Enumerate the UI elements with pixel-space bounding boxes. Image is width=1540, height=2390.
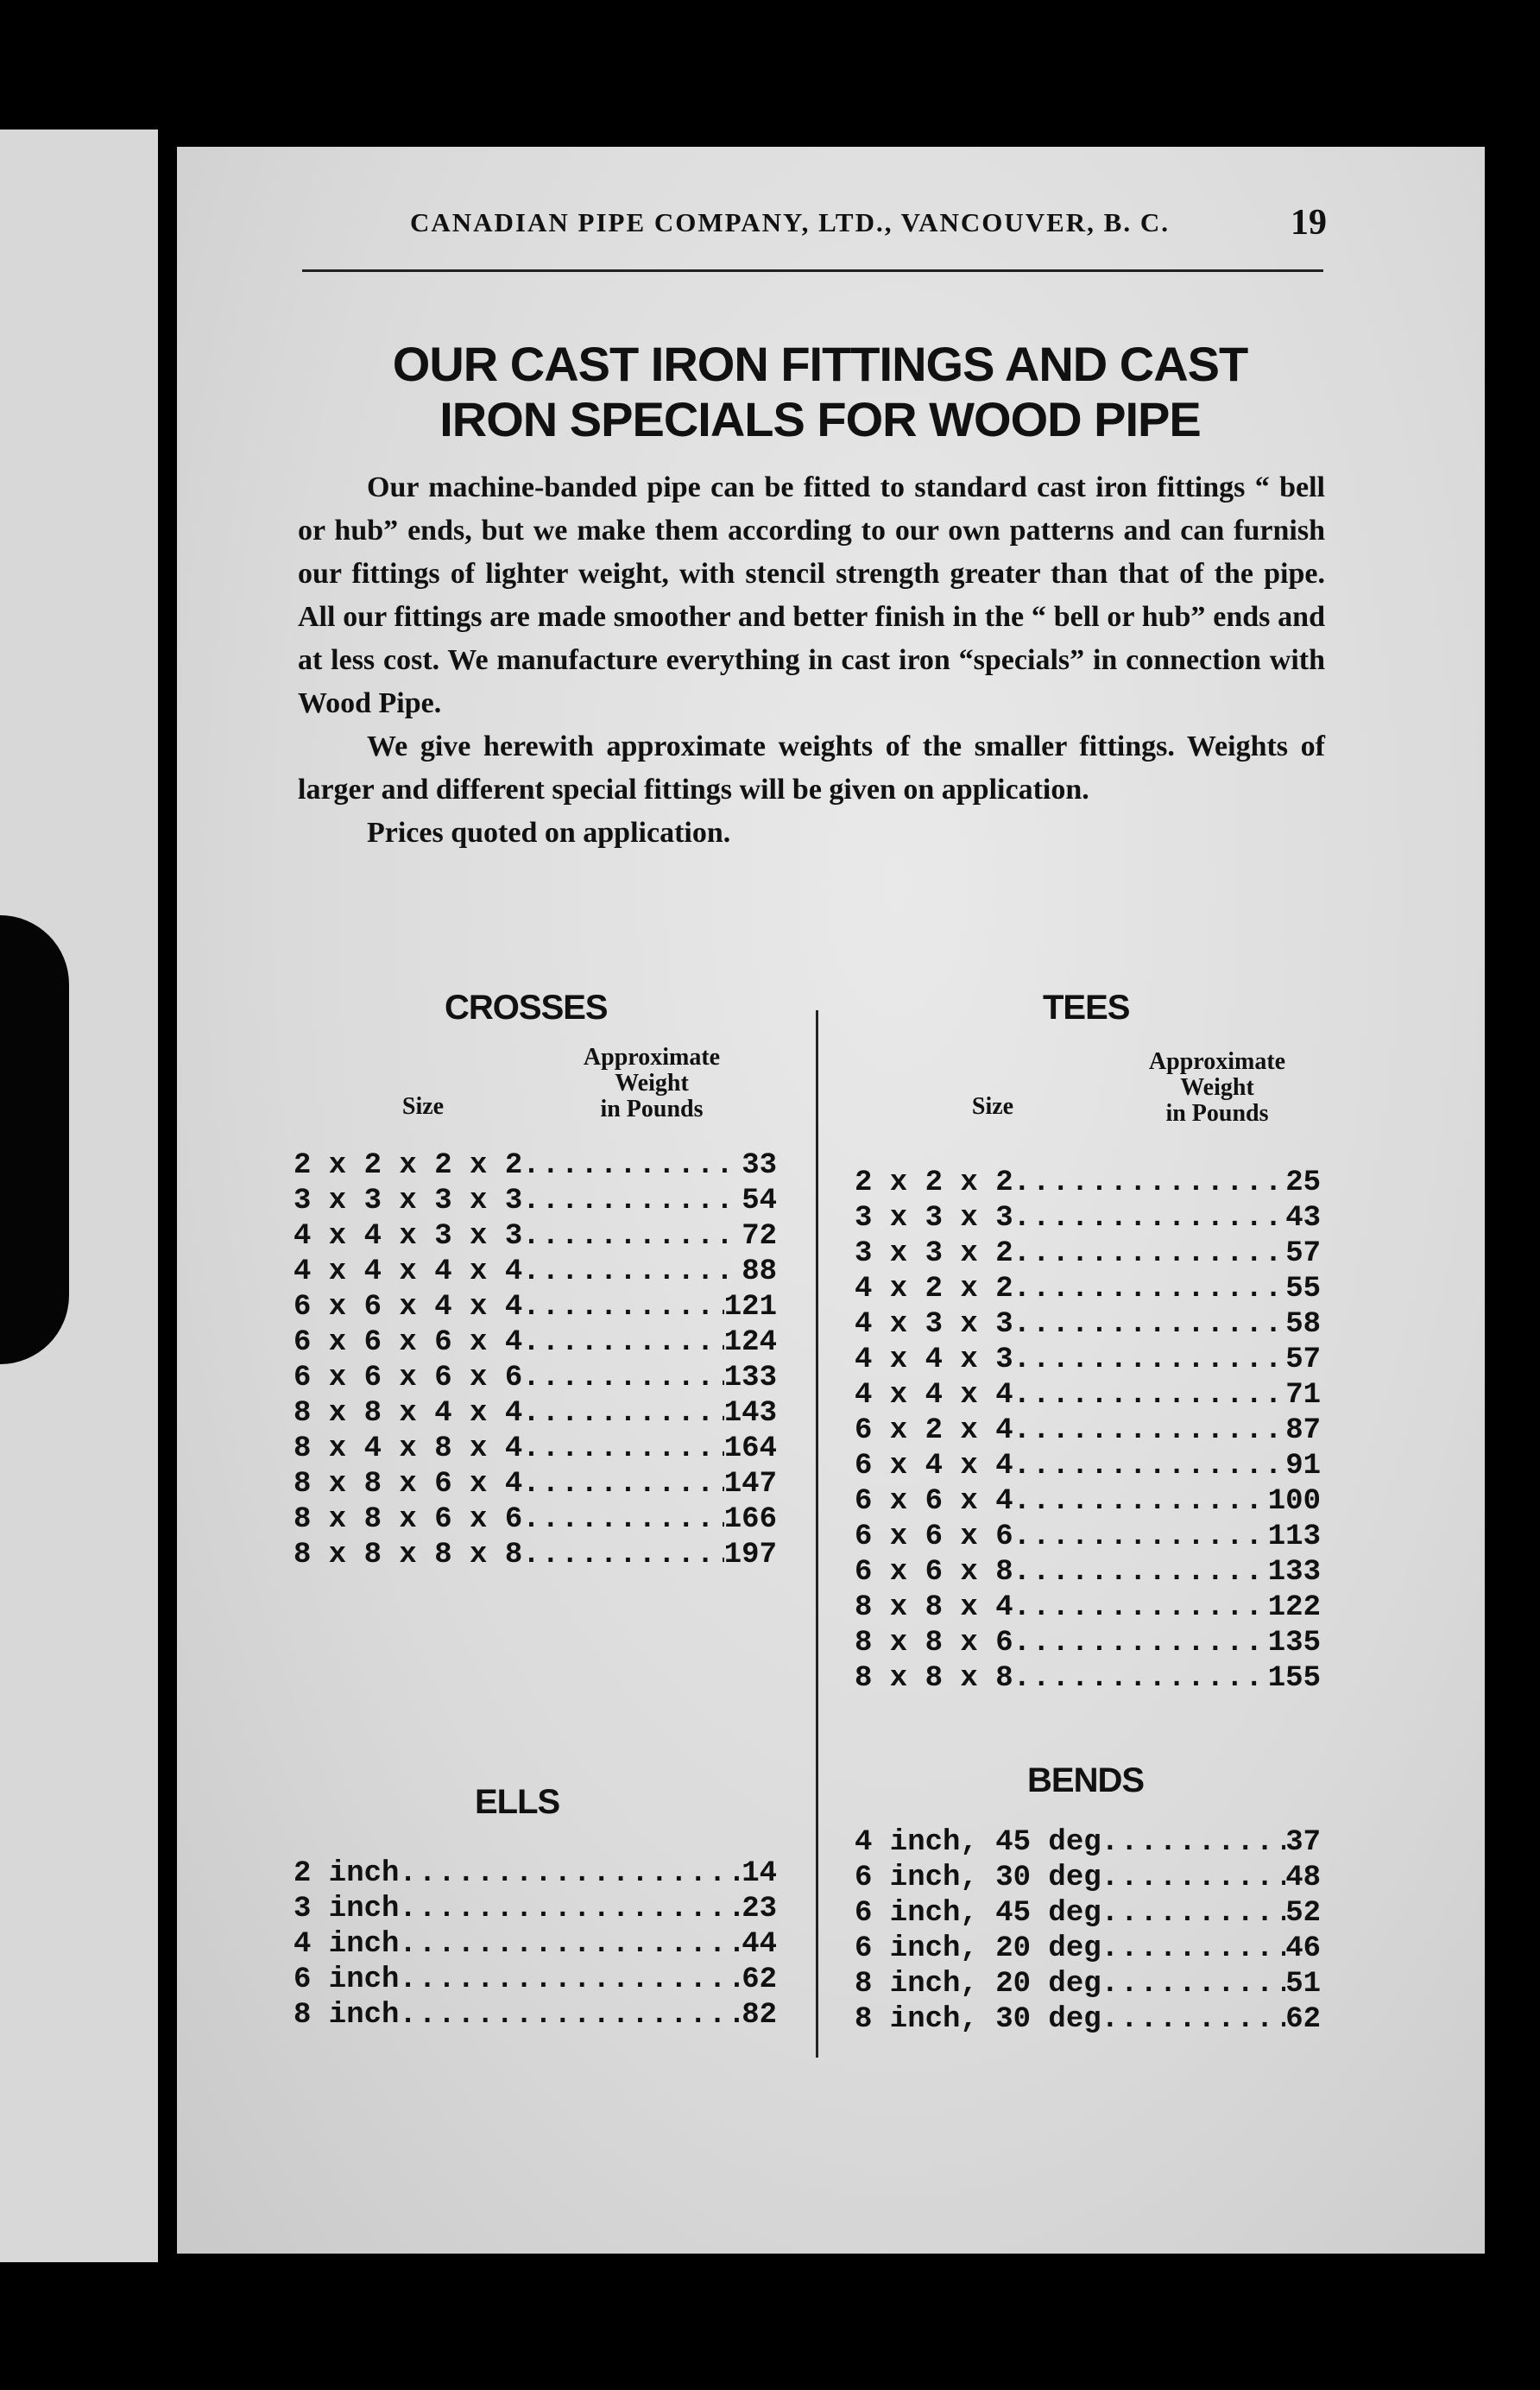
leader-dots — [1013, 1378, 1286, 1413]
title-line-1: OUR CAST IRON FITTINGS AND CAST — [392, 337, 1248, 391]
leader-dots — [522, 1432, 724, 1467]
leader-dots — [1013, 1555, 1268, 1590]
ells-row — [293, 1927, 777, 1963]
fitting-size: 3 x 3 x 3 x 3 — [293, 1185, 523, 1217]
crosses-row — [293, 1538, 777, 1573]
fitting-size: 6 x 6 x 4 x 4 — [293, 1291, 523, 1324]
leader-dots — [1013, 1201, 1286, 1236]
ells-row — [293, 1892, 777, 1927]
fitting-weight: 113 — [1267, 1521, 1321, 1553]
fitting-size: 4 x 4 x 3 x 3 — [293, 1220, 523, 1253]
leader-dots — [522, 1361, 724, 1396]
fitting-weight: 133 — [723, 1362, 777, 1394]
leader-dots — [522, 1502, 724, 1538]
fitting-size: 8 x 8 x 6 x 4 — [293, 1468, 523, 1501]
fitting-weight: 23 — [742, 1893, 777, 1925]
bends-row — [855, 1861, 1321, 1896]
leader-dots — [1013, 1484, 1268, 1520]
fitting-size: 6 x 6 x 6 — [855, 1521, 1013, 1553]
leader-dots — [1013, 1307, 1286, 1343]
facing-page-stain — [0, 915, 69, 1364]
bends-row — [855, 1967, 1321, 2002]
leader-dots — [522, 1396, 724, 1432]
intro-text — [298, 466, 1325, 855]
crosses-row — [293, 1148, 777, 1184]
fitting-size: 4 x 2 x 2 — [855, 1273, 1013, 1306]
fitting-weight: 72 — [742, 1220, 777, 1253]
leader-dots — [399, 1927, 742, 1963]
leader-dots — [1013, 1236, 1286, 1272]
fitting-weight: 51 — [1285, 1968, 1321, 2001]
running-head-text: CANADIAN PIPE COMPANY, LTD., VANCOUVER, B. C. — [410, 207, 1171, 237]
fitting-size: 8 inch, 30 deg — [855, 2003, 1101, 2036]
tees-row — [855, 1343, 1321, 1378]
fitting-weight: 37 — [1285, 1826, 1321, 1859]
page-title — [302, 337, 1338, 447]
fitting-size: 8 x 8 x 6 — [855, 1627, 1013, 1660]
tees-row — [855, 1201, 1321, 1236]
fitting-weight: 135 — [1267, 1627, 1321, 1660]
leader-dots — [1101, 1932, 1286, 1967]
crosses-row — [293, 1184, 777, 1219]
fitting-size: 4 x 4 x 4 — [855, 1379, 1013, 1412]
crosses-row — [293, 1290, 777, 1325]
paragraph: Our machine-banded pipe can be fitted to standard cast iron fittings “ bell or hub” ends, but we make them according to our own patterns and can furnish our fittings of lighter weight, with stencil strength greater than that of the pipe. All our fittings are made smoother and better finish in the “ bell or hub” ends and at less cost. We manufacture everything in cast iron “specials” in connection with Wood Pipe. — [298, 471, 1325, 719]
leader-dots — [399, 1856, 742, 1892]
weight-label-line: Weight — [615, 1070, 689, 1097]
leader-dots — [1013, 1626, 1268, 1661]
fitting-weight: 91 — [1285, 1450, 1321, 1483]
fitting-size: 4 inch — [293, 1928, 400, 1961]
leader-dots — [522, 1325, 724, 1361]
fitting-weight: 155 — [1267, 1662, 1321, 1695]
paragraph: Prices quoted on application. — [367, 817, 731, 849]
fitting-size: 3 x 3 x 3 — [855, 1202, 1013, 1235]
leader-dots — [1013, 1661, 1268, 1697]
fitting-size: 6 x 2 x 4 — [855, 1414, 1013, 1447]
fitting-weight: 82 — [742, 1999, 777, 2032]
fitting-size: 8 x 8 x 8 x 8 — [293, 1539, 523, 1571]
fitting-weight: 121 — [723, 1291, 777, 1324]
fitting-size: 2 x 2 x 2 x 2 — [293, 1149, 523, 1182]
crosses-row — [293, 1325, 777, 1361]
fitting-weight: 166 — [723, 1503, 777, 1536]
fitting-size: 6 x 4 x 4 — [855, 1450, 1013, 1483]
fitting-weight: 57 — [1285, 1344, 1321, 1376]
title-line-2: IRON SPECIALS FOR WOOD PIPE — [439, 392, 1201, 446]
header-rule — [302, 269, 1323, 272]
fitting-weight: 87 — [1285, 1414, 1321, 1447]
fitting-size: 6 inch, 30 deg — [855, 1862, 1101, 1894]
crosses-row — [293, 1502, 777, 1538]
leader-dots — [399, 1963, 742, 1998]
leader-dots — [1101, 1861, 1286, 1896]
fitting-weight: 14 — [742, 1857, 777, 1890]
fitting-weight: 48 — [1285, 1862, 1321, 1894]
fitting-weight: 71 — [1285, 1379, 1321, 1412]
fitting-size: 2 x 2 x 2 — [855, 1167, 1013, 1199]
fitting-size: 6 x 6 x 6 x 4 — [293, 1326, 523, 1359]
fitting-weight: 44 — [742, 1928, 777, 1961]
ells-table — [293, 1856, 777, 2033]
tees-row — [855, 1661, 1321, 1697]
weight-label-line: in Pounds — [600, 1096, 704, 1122]
leader-dots — [1013, 1413, 1286, 1449]
leader-dots — [522, 1467, 724, 1502]
ells-title: ELLS — [475, 1783, 560, 1821]
fitting-weight: 147 — [723, 1468, 777, 1501]
tees-row — [855, 1166, 1321, 1201]
crosses-row — [293, 1432, 777, 1467]
fitting-weight: 52 — [1285, 1897, 1321, 1930]
bends-row — [855, 2002, 1321, 2038]
tees-row — [855, 1413, 1321, 1449]
fitting-size: 4 x 3 x 3 — [855, 1308, 1013, 1341]
fitting-weight: 124 — [723, 1326, 777, 1359]
fitting-weight: 46 — [1285, 1932, 1321, 1965]
fitting-size: 3 inch — [293, 1893, 400, 1925]
weight-label-line: in Pounds — [1165, 1100, 1269, 1127]
crosses-row — [293, 1219, 777, 1255]
weight-label-line: Approximate — [1148, 1048, 1286, 1075]
page — [177, 147, 1485, 2254]
leader-dots — [522, 1219, 742, 1255]
leader-dots — [1101, 1896, 1286, 1932]
bends-table — [855, 1825, 1321, 2038]
fitting-weight: 100 — [1267, 1485, 1321, 1518]
crosses-weight-label — [557, 1045, 747, 1122]
tees-row — [855, 1449, 1321, 1484]
fitting-size: 6 inch — [293, 1963, 400, 1996]
tees-row — [855, 1555, 1321, 1590]
leader-dots — [522, 1538, 724, 1573]
tees-row — [855, 1272, 1321, 1307]
leader-dots — [1013, 1520, 1268, 1555]
weight-label-line: Approximate — [583, 1044, 721, 1071]
fitting-size: 8 x 8 x 8 — [855, 1662, 1013, 1695]
leader-dots — [1101, 2002, 1286, 2038]
fitting-weight: 54 — [742, 1185, 777, 1217]
fitting-size: 8 x 8 x 6 x 6 — [293, 1503, 523, 1536]
fitting-weight: 133 — [1267, 1556, 1321, 1589]
leader-dots — [399, 1892, 742, 1927]
fitting-size: 4 inch, 45 deg — [855, 1826, 1101, 1859]
fitting-size: 8 x 4 x 8 x 4 — [293, 1432, 523, 1465]
fitting-weight: 25 — [1285, 1167, 1321, 1199]
fitting-size: 6 x 6 x 6 x 6 — [293, 1362, 523, 1394]
column-divider — [816, 1010, 818, 2058]
tees-row — [855, 1307, 1321, 1343]
tees-table — [855, 1166, 1321, 1697]
fitting-weight: 122 — [1267, 1591, 1321, 1624]
fitting-size: 8 x 8 x 4 — [855, 1591, 1013, 1624]
tees-weight-label — [1118, 1049, 1316, 1127]
fitting-weight: 62 — [742, 1963, 777, 1996]
tees-row — [855, 1626, 1321, 1661]
leader-dots — [1013, 1166, 1286, 1201]
fitting-size: 8 inch — [293, 1999, 400, 2032]
fitting-size: 2 inch — [293, 1857, 400, 1890]
fitting-weight: 164 — [723, 1432, 777, 1465]
ells-row — [293, 1998, 777, 2033]
fitting-weight: 33 — [742, 1149, 777, 1182]
fitting-weight: 197 — [723, 1539, 777, 1571]
crosses-row — [293, 1467, 777, 1502]
leader-dots — [399, 1998, 742, 2033]
crosses-row — [293, 1361, 777, 1396]
fitting-size: 4 x 4 x 4 x 4 — [293, 1255, 523, 1288]
crosses-title: CROSSES — [445, 989, 608, 1027]
leader-dots — [1013, 1590, 1268, 1626]
leader-dots — [522, 1255, 742, 1290]
paragraph: We give herewith approximate weights of the smaller fittings. Weights of larger and different special fittings will be given on application. — [298, 730, 1325, 806]
leader-dots — [522, 1290, 724, 1325]
bends-row — [855, 1896, 1321, 1932]
crosses-table — [293, 1148, 777, 1573]
bends-row — [855, 1932, 1321, 1967]
fitting-size: 4 x 4 x 3 — [855, 1344, 1013, 1376]
fitting-weight: 58 — [1285, 1308, 1321, 1341]
tees-size-label: Size — [971, 1093, 1014, 1120]
tees-row — [855, 1590, 1321, 1626]
fitting-size: 6 x 6 x 4 — [855, 1485, 1013, 1518]
fitting-weight: 55 — [1285, 1273, 1321, 1306]
ells-row — [293, 1856, 777, 1892]
leader-dots — [1013, 1343, 1286, 1378]
tees-row — [855, 1236, 1321, 1272]
tees-title: TEES — [1043, 989, 1130, 1027]
tees-row — [855, 1520, 1321, 1555]
running-head — [177, 203, 1485, 259]
fitting-size: 8 x 8 x 4 x 4 — [293, 1397, 523, 1430]
leader-dots — [1101, 1825, 1286, 1861]
leader-dots — [522, 1148, 742, 1184]
fitting-size: 3 x 3 x 2 — [855, 1237, 1013, 1270]
leader-dots — [1013, 1449, 1286, 1484]
tees-row — [855, 1378, 1321, 1413]
bends-row — [855, 1825, 1321, 1861]
fitting-weight: 62 — [1285, 2003, 1321, 2036]
leader-dots — [522, 1184, 742, 1219]
book-gutter — [158, 130, 177, 2262]
weight-label-line: Weight — [1180, 1074, 1254, 1101]
ells-row — [293, 1963, 777, 1998]
page-number: 19 — [1291, 203, 1327, 243]
fitting-size: 6 x 6 x 8 — [855, 1556, 1013, 1589]
bends-title: BENDS — [1027, 1761, 1145, 1799]
fitting-size: 6 inch, 45 deg — [855, 1897, 1101, 1930]
tees-row — [855, 1484, 1321, 1520]
crosses-row — [293, 1396, 777, 1432]
fitting-size: 8 inch, 20 deg — [855, 1968, 1101, 2001]
crosses-row — [293, 1255, 777, 1290]
fitting-weight: 57 — [1285, 1237, 1321, 1270]
fitting-weight: 43 — [1285, 1202, 1321, 1235]
fitting-size: 6 inch, 20 deg — [855, 1932, 1101, 1965]
crosses-size-label: Size — [401, 1093, 445, 1120]
leader-dots — [1101, 1967, 1286, 2002]
fitting-weight: 88 — [742, 1255, 777, 1288]
fitting-weight: 143 — [723, 1397, 777, 1430]
leader-dots — [1013, 1272, 1286, 1307]
